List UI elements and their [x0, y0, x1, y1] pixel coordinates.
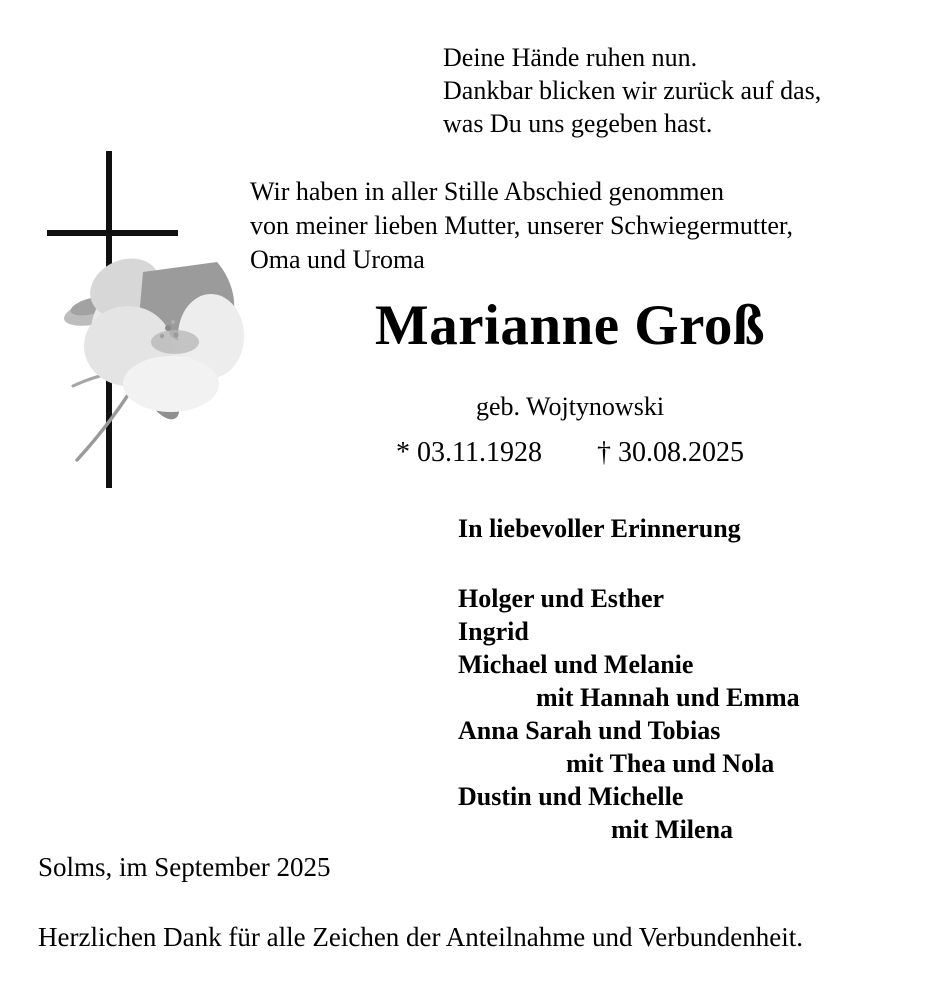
mourner-line: Holger und Esther — [458, 584, 665, 613]
mourner-line: mit Hannah und Emma — [536, 683, 800, 712]
text-line: Dankbar blicken wir zurück auf das, — [443, 76, 822, 105]
maiden-name: geb. Wojtynowski — [475, 392, 665, 421]
place-and-date: Solms, im September 2025 — [38, 852, 331, 882]
text-line: was Du uns gegeben hast. — [443, 109, 713, 138]
epigraph-verse — [443, 41, 821, 140]
mourner-line: Michael und Melanie — [458, 650, 694, 679]
life-dates — [260, 437, 880, 469]
cross-and-rose-icon — [35, 140, 255, 500]
mourner-line: Dustin und Michelle — [458, 782, 684, 811]
mourner-line: Anna Sarah und Tobias — [458, 716, 721, 745]
remembrance-heading: In liebevoller Erinnerung — [458, 514, 741, 543]
death-date: † 30.08.2025 — [596, 437, 744, 468]
mourner-line: mit Thea und Nola — [566, 749, 775, 778]
birth-date: * 03.11.1928 — [396, 437, 542, 468]
intro-text — [250, 175, 793, 277]
text-line: von meiner lieben Mutter, unserer Schwiegermutter, — [250, 211, 794, 240]
text-line: Oma und Uroma — [250, 245, 425, 274]
mourners-list — [458, 582, 800, 846]
thanks-line: Herzlichen Dank für alle Zeichen der Anteilnahme und Verbundenheit. — [38, 922, 803, 952]
mourner-line: mit Milena — [611, 815, 734, 844]
text-line: Deine Hände ruhen nun. — [443, 43, 698, 72]
mourner-line: Ingrid — [458, 617, 529, 646]
text-line: Wir haben in aller Stille Abschied genommen — [250, 177, 725, 206]
deceased-name: Marianne Groß — [374, 294, 766, 357]
